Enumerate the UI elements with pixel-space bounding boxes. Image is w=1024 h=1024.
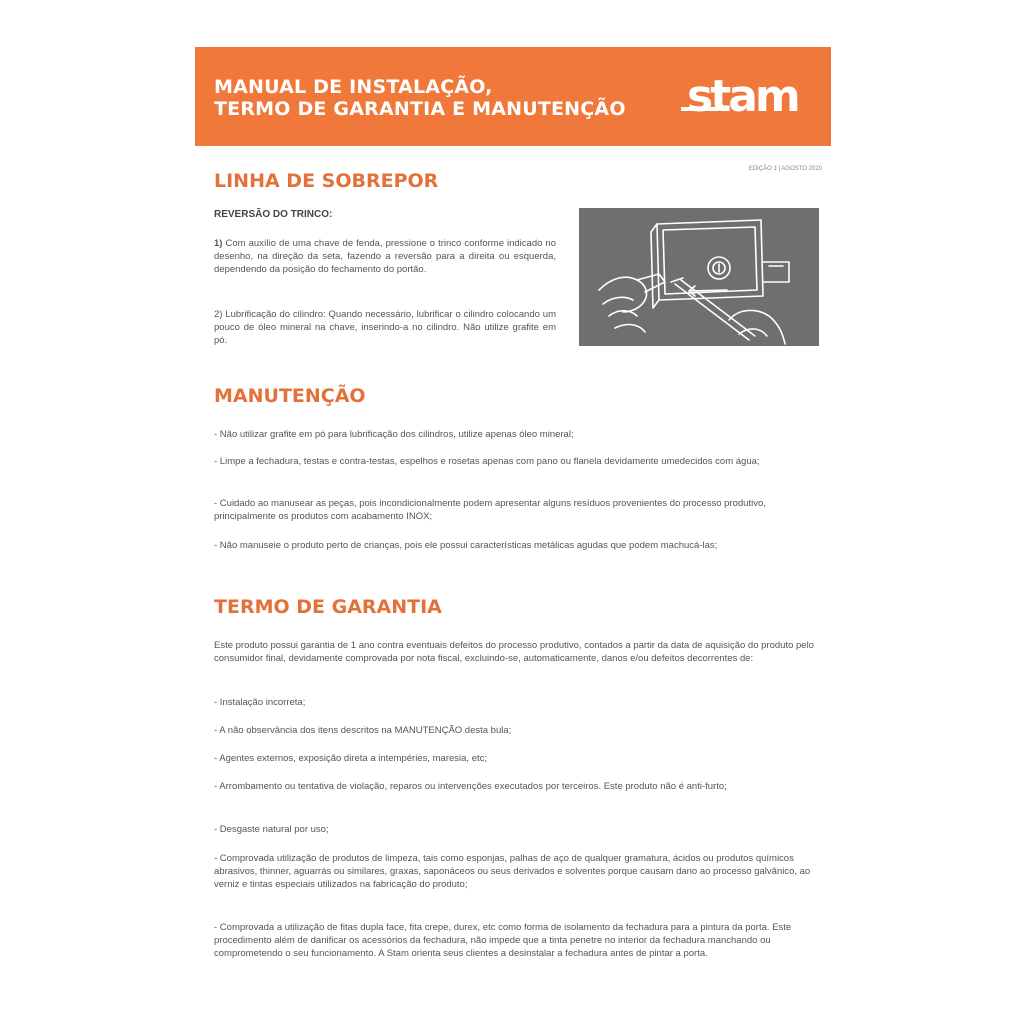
header-title-line-1: MANUAL DE INSTALAÇÃO,	[214, 76, 493, 98]
svg-text:stam: stam	[687, 71, 798, 121]
header-title-line-2: TERMO DE GARANTIA E MANUTENÇÃO	[214, 98, 626, 120]
section-title-linha-de-sobrepor: LINHA DE SOBREPOR	[214, 170, 439, 192]
reversao-step-1	[214, 237, 556, 276]
header-banner	[195, 47, 831, 146]
step-1-number: 1)	[214, 238, 223, 249]
manutencao-item: - Limpe a fechadura, testas e contra-testas, espelhos e rosetas apenas com pano ou flanela devidamente umedecidos com água;	[214, 456, 760, 467]
stam-logo	[681, 71, 821, 121]
manutencao-item: - Cuidado ao manusear as peças, pois incondicionalmente podem apresentar alguns resíduos provenientes do processo produtivo, principalmente os produtos com acabamento INOX;	[214, 498, 766, 522]
garantia-intro: Este produto possui garantia de 1 ano contra eventuais defeitos do processo produtivo, contados a partir da data de aquisição do produto pelo consumidor final, devidamente comprovada por nota fiscal, excluindo-se, automaticamente, danos e/ou defeitos decorrentes de:	[214, 640, 814, 664]
header-title	[214, 76, 626, 120]
manutencao-item: - Não utilizar grafite em pó para lubrificação dos cilindros, utilize apenas óleo mineral;	[214, 429, 574, 440]
garantia-item: - Instalação incorreta;	[214, 697, 306, 708]
section-title-manutencao: MANUTENÇÃO	[214, 385, 366, 407]
garantia-item: - Comprovada a utilização de fitas dupla face, fita crepe, durex, etc como forma de isolamento da fechadura para a pintura da porta. Este procedimento além de danificar os acessórios da fechadura, não impede que a tinta penetre no interior da fechadura manchando ou comprometendo o seu funcionamento. A Stam orienta seus clientes a desinstalar a fechadura antes de pintar a porta.	[214, 922, 792, 959]
step-1-text: Com auxílio de uma chave de fenda, pressione o trinco conforme indicado no desenho, na direção da seta, fazendo a reversão para a direita ou esquerda, dependendo da posição do fechamento do portão.	[214, 238, 556, 275]
garantia-item: - Agentes externos, exposição direta a intempéries, maresia, etc;	[214, 753, 487, 764]
manutencao-item: - Não manuseie o produto perto de crianças, pois ele possui características metálicas agudas que podem machucá-las;	[214, 540, 718, 551]
section-title-termo-de-garantia: TERMO DE GARANTIA	[214, 596, 442, 618]
garantia-item: - A não observância dos itens descritos na MANUTENÇÃO desta bula;	[214, 725, 512, 736]
garantia-item: - Arrombamento ou tentativa de violação, reparos ou intervenções executados por terceiros. Este produto não é anti-furto;	[214, 781, 727, 792]
latch-reversal-illustration	[579, 208, 819, 346]
edition-label: EDIÇÃO 1 | AGOSTO 2020	[748, 166, 822, 172]
garantia-item: - Comprovada utilização de produtos de limpeza, tais como esponjas, palhas de aço de qualquer gramatura, ácidos ou produtos químicos abrasivos, thinner, aguarrás ou similares, graxas, saponáceos ou seus derivados e solventes porque causam dano ao processo galvânico, ao verniz e tintas especiais utilizados na fabricação do produto;	[214, 853, 811, 890]
garantia-item: - Desgaste natural por uso;	[214, 824, 329, 835]
manual-page	[195, 47, 831, 1007]
reversao-step-2: 2) Lubrificação do cilindro: Quando necessário, lubrificar o cilindro colocando um pouco de óleo mineral na chave, inserindo-a no cilindro. Não utilize grafite em pó.	[214, 309, 556, 346]
subtitle-reversao-do-trinco: REVERSÃO DO TRINCO:	[214, 209, 333, 220]
